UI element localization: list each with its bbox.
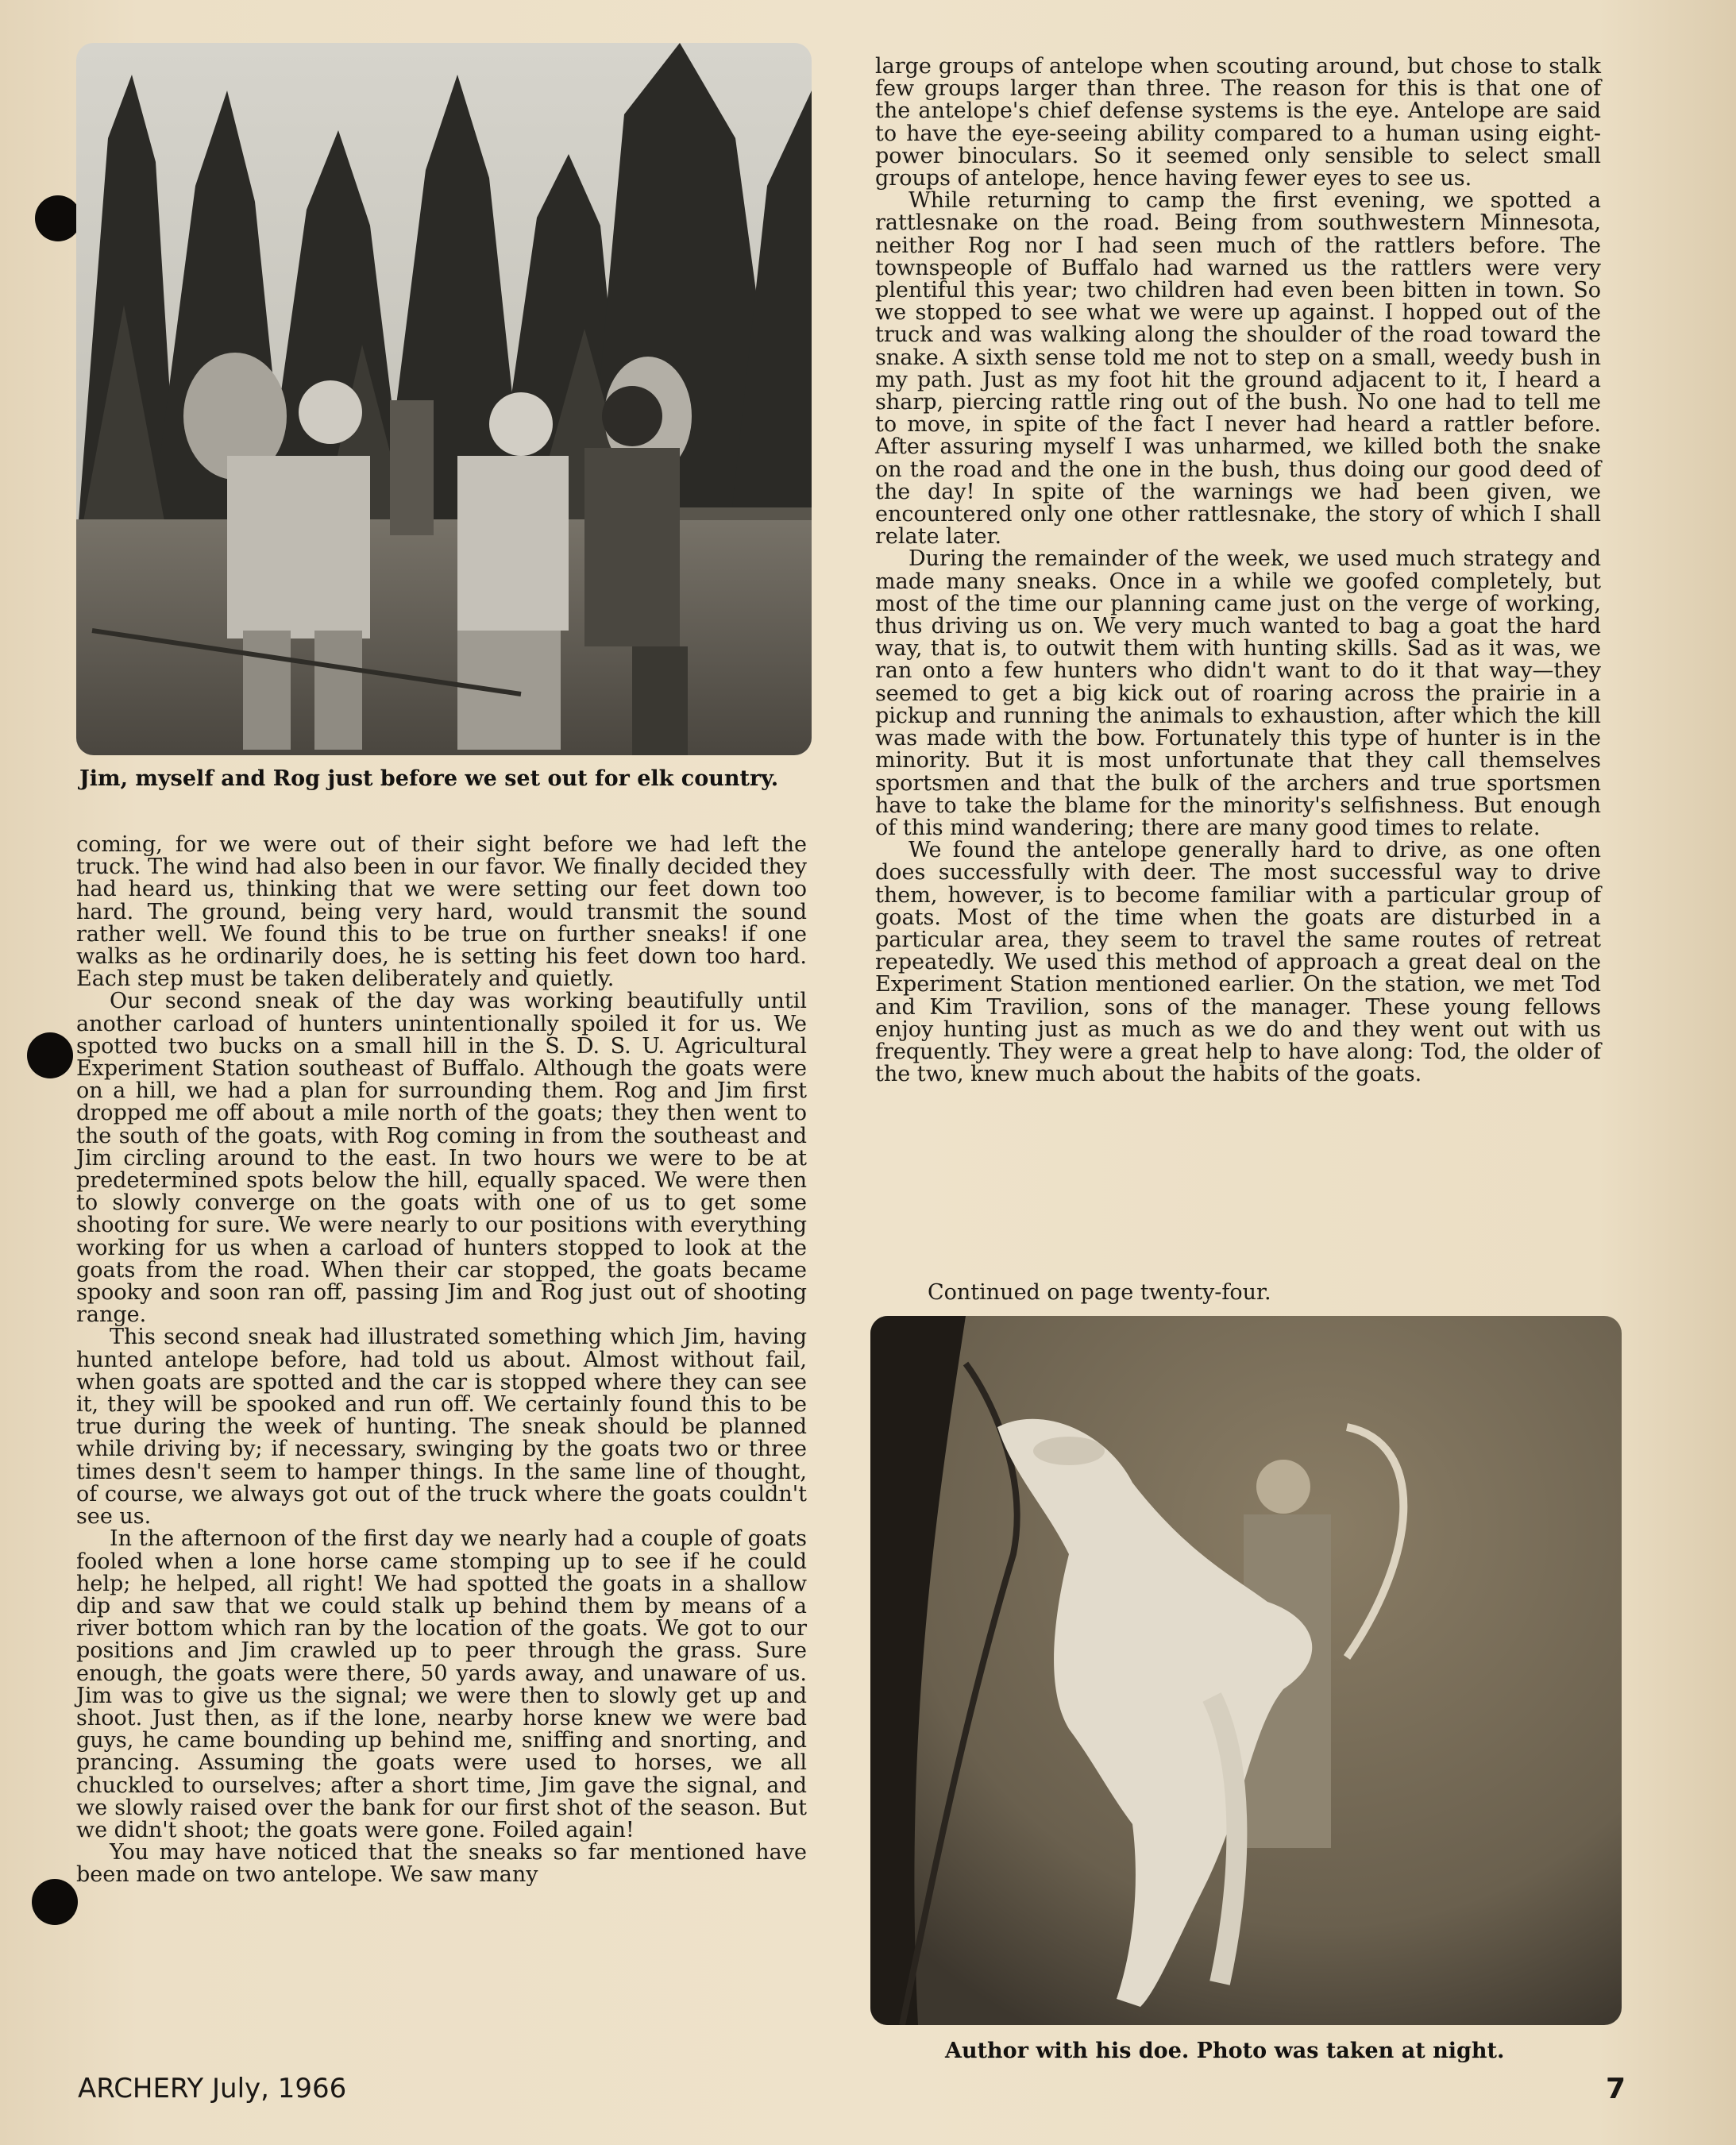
binder-hole-bottom xyxy=(32,1879,78,1925)
continued-note: Continued on page twenty-four. xyxy=(928,1280,1271,1305)
left-paragraph-5: You may have noticed that the sneaks so far mentioned have been made on two antelope. We saw many xyxy=(76,1840,807,1888)
left-column-text xyxy=(76,834,807,1887)
page-number: 7 xyxy=(1606,2073,1626,2105)
binder-hole-middle xyxy=(27,1032,73,1078)
photo-author-with-doe xyxy=(870,1316,1622,2025)
photo-top-caption: Jim, myself and Rog just before we set out for elk country. xyxy=(79,766,779,791)
footer-publication: ARCHERY July, 1966 xyxy=(78,2073,347,2104)
right-paragraph-2: While returning to camp the first evening, we spotted a rattlesnake on the road. Being from southwestern Minnesota, neither Rog nor I had seen much of the rattlers before. The townspeople of Buffalo had warned us the rattlers were very plentiful this year; two children had even been bitten in town. So we stopped to see what we were up against. I hopped out of the truck and was walking along the shoulder of the road toward the snake. A sixth sense told me not to step on a small, weedy bush in my path. Just as my foot hit the ground adjacent to it, I heard a sharp, piercing rattle ring out of the bush. No one had to tell me to move, in spite of the fact I never had heard a rattler before. After assuring myself I was unharmed, we killed both the snake on the road and the one in the bush, thus doing our good deed of the day! In spite of the warnings we had been given, we encountered only one other rattlesnake, the story of which I shall relate later. xyxy=(875,188,1601,550)
left-paragraph-1: coming, for we were out of their sight before we had left the truck. The wind had also been in our favor. We finally decided they had heard us, thinking that we were setting our feet down too hard. The ground, being very hard, would transmit the sound rather well. We found this to be true on further sneaks! if one walks as he ordinarily does, he is setting his feet down too hard. Each step must be taken deliberately and quietly. xyxy=(76,832,807,992)
binder-hole-top xyxy=(35,195,81,241)
left-paragraph-3: This second sneak had illustrated something which Jim, having hunted antelope before, had told us about. Almost without fail, when goats are spotted and the car is stopped where they can see it, they will be spooked and run off. We certainly found this to be true during the week of hunting. The sneak should be planned while driving by; if necessary, swinging by the goats two or three times desn't seem to hamper things. In the same line of thought, of course, we always got out of the truck where the goats couldn't see us. xyxy=(76,1325,807,1530)
left-paragraph-4: In the afternoon of the first day we nearly had a couple of goats fooled when a lone horse came stomping up to see if he could help; he helped, all right! We had spotted the goats in a shallow dip and saw that we could stalk up behind them by means of a river bottom which ran by the location of the goats. We got to our positions and Jim crawled up to peer through the grass. Sure enough, the goats were there, 50 yards away, and unaware of us. Jim was to give us the signal; we were then to slowly get up and shoot. Just then, as if the lone, nearby horse knew we were bad guys, he came bounding up behind me, sniffing and snorting, and prancing. Assuming the goats were used to horses, we all chuckled to ourselves; after a short time, Jim gave the signal, and we slowly raised over the bank for our first shot of the season. But we didn't shoot; the goats were gone. Foiled again! xyxy=(76,1526,807,1842)
photo-bottom-caption: Author with his doe. Photo was taken at night. xyxy=(945,2039,1505,2063)
right-column-text xyxy=(875,56,1601,1086)
left-paragraph-2: Our second sneak of the day was working beautifully until another carload of hunters unintentionally spoiled it for us. We spotted two bucks on a small hill in the S. D. S. U. Agricultural Experiment Station southeast of Buffalo. Although the goats were on a hill, we had a plan for surrounding them. Rog and Jim first dropped me off about a mile north of the goats; they then went to the south of the goats, with Rog coming in from the southeast and Jim circling around to the east. In two hours we were to be at predetermined spots below the hill, equally spaced. We were then to slowly converge on the goats with one of us to get some shooting for sure. We were nearly to our positions with everything working for us when a carload of hunters stopped to look at the goats from the road. When their car stopped, the goats became spooky and soon ran off, passing Jim and Rog just out of shooting range. xyxy=(76,989,807,1328)
right-paragraph-3: During the remainder of the week, we used much strategy and made many sneaks. Once in a while we goofed completely, but most of the time our planning came just on the verge of working, thus driving us on. We very much wanted to bag a goat the hard way, that is, to outwit them with hunting skills. Sad as it was, we ran onto a few hunters who didn't want to do it that way—they seemed to get a big kick out of roaring across the prairie in a pickup and running the animals to exhaustion, after which the kill was made with the bow. Fortunately this type of hunter is in the minority. But it is most unfortunate that they call themselves sportsmen and that the bulk of the archers and true sportsmen have to take the blame for the minority's selfishness. But enough of this mind wandering; there are many good times to relate. xyxy=(875,546,1601,840)
right-paragraph-1: large groups of antelope when scouting around, but chose to stalk few groups larger than three. The reason for this is that one of the antelope's chief defense systems is the eye. Antelope are said to have the eye-seeing ability compared to a human using eight-power binoculars. So it seemed only sensible to select small groups of antelope, hence having fewer eyes to see us. xyxy=(875,54,1601,191)
photo-hunters-forest xyxy=(76,43,812,755)
right-paragraph-4: We found the antelope generally hard to drive, as one often does successfully with deer. The most successful way to drive them, however, is to become familiar with a particular group of goats. Most of the time when the goats are disturbed in a particular area, they seem to travel the same routes of retreat repeatedly. We used this method of approach a great deal on the Experiment Station mentioned earlier. On the station, we met Tod and Kim Travilion, sons of the manager. These young fellows enjoy hunting just as much as we do and they went out with us frequently. They were a great help to have along: Tod, the older of the two, knew much about the habits of the goats. xyxy=(875,838,1601,1087)
